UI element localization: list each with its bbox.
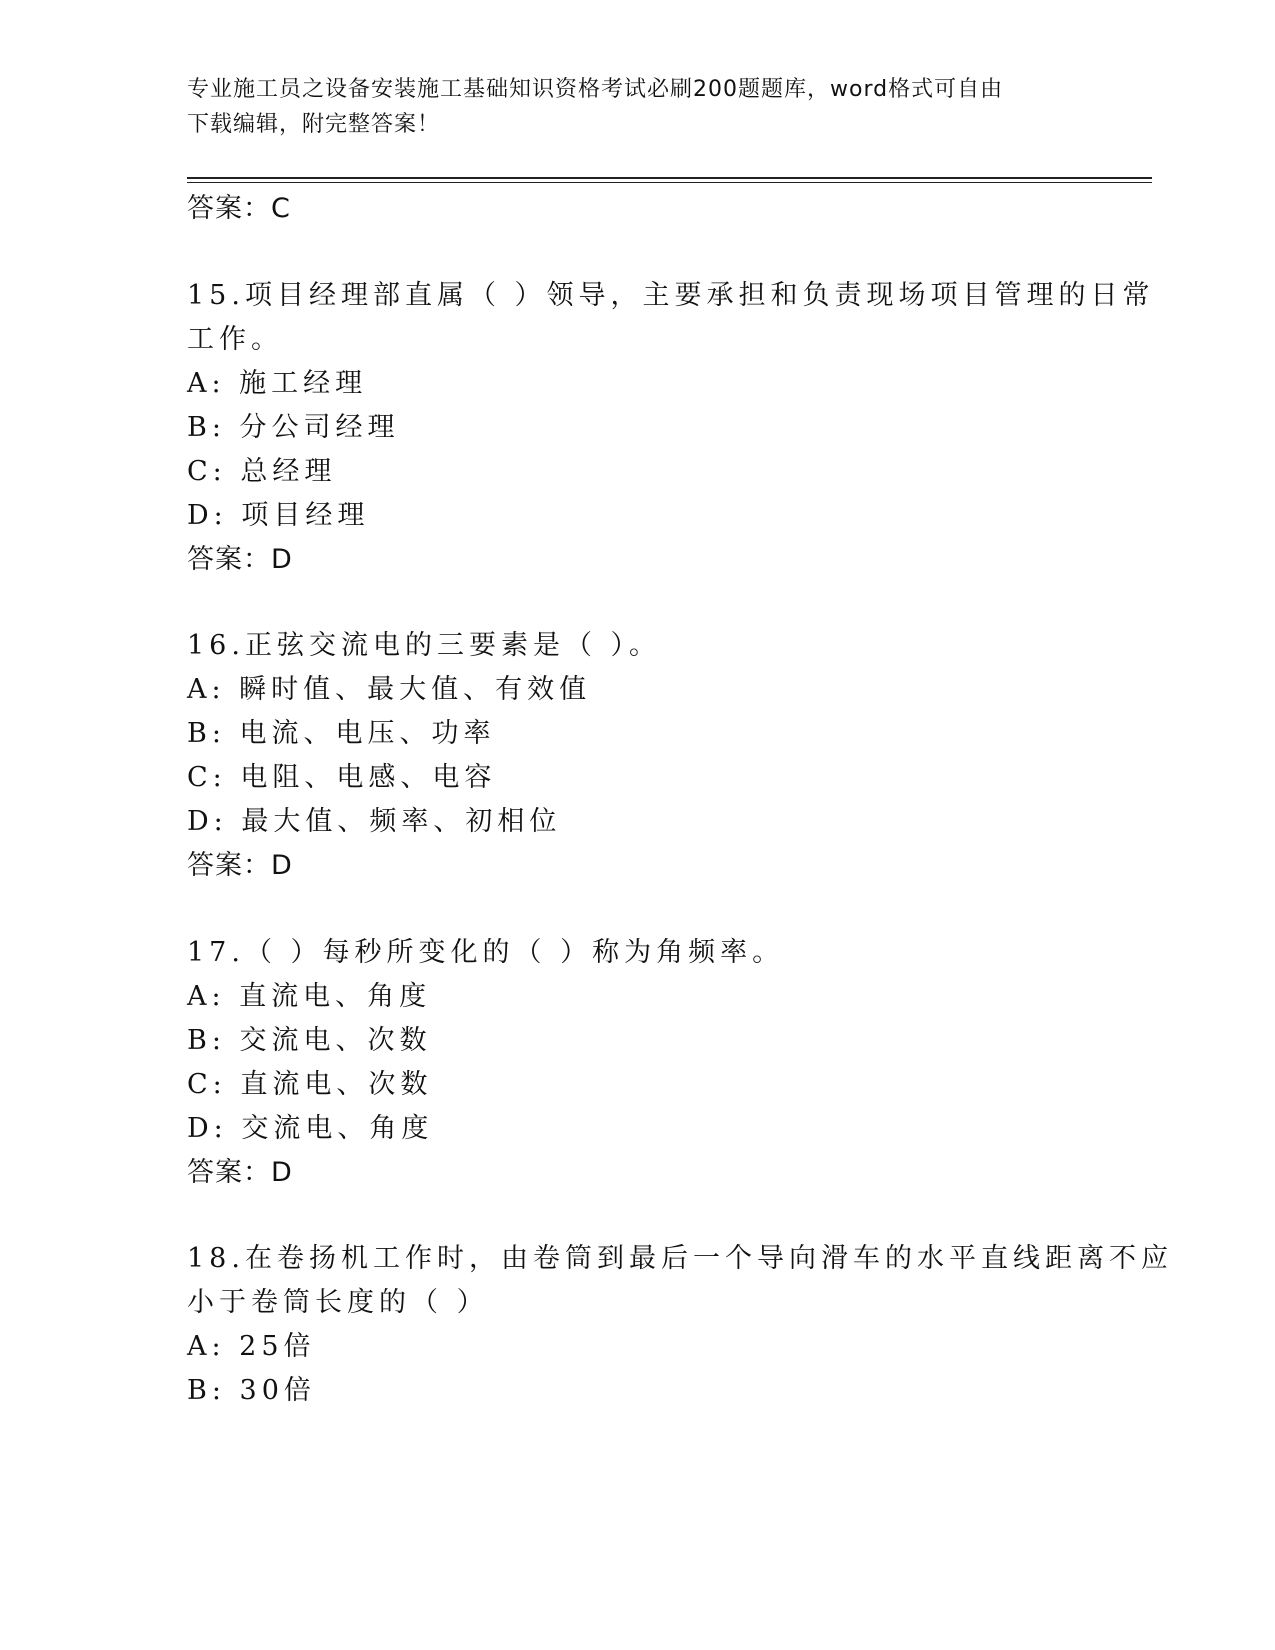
question-16-option-c: C: 电阻、电感、电容: [187, 762, 497, 793]
question-16-option-a: A: 瞬时值、最大值、有效值: [187, 674, 592, 705]
question-15-option-b: B: 分公司经理: [187, 412, 400, 443]
question-16-answer: 答案：D: [187, 850, 293, 881]
question-15-stem-cont: 工作。: [187, 324, 283, 355]
question-16-stem: 16.正弦交流电的三要素是（ ）。: [187, 630, 662, 661]
question-18-stem: 18.在卷扬机工作时，由卷筒到最后一个导向滑车的水平直线距离不应: [187, 1243, 1173, 1274]
header-line-2: 下载编辑，附完整答案！: [187, 112, 441, 137]
header-divider-thick: [187, 177, 1152, 179]
header-divider-thin: [187, 182, 1152, 183]
question-15-option-c: C: 总经理: [187, 456, 337, 487]
question-17-option-b: B: 交流电、次数: [187, 1025, 432, 1056]
question-18-option-a: A: 25倍: [187, 1331, 316, 1362]
question-17-stem: 17.（ ）每秒所变化的（ ）称为角频率。: [187, 937, 785, 968]
question-15-answer: 答案：D: [187, 544, 293, 575]
question-17-answer: 答案：D: [187, 1157, 293, 1188]
question-16-option-d: D: 最大值、频率、初相位: [187, 806, 562, 837]
question-17-option-a: A: 直流电、角度: [187, 981, 432, 1012]
question-15-stem: 15.项目经理部直属（ ）领导，主要承担和负责现场项目管理的日常: [187, 280, 1155, 311]
header-line-1: 专业施工员之设备安装施工基础知识资格考试必刷200题题库，word格式可自由: [187, 77, 1004, 102]
question-18-stem-cont: 小于卷筒长度的（ ）: [187, 1287, 489, 1318]
question-15-option-a: A: 施工经理: [187, 368, 368, 399]
previous-answer: 答案：C: [187, 193, 291, 224]
question-17-option-d: D: 交流电、角度: [187, 1113, 434, 1144]
question-16-option-b: B: 电流、电压、功率: [187, 718, 496, 749]
question-17-option-c: C: 直流电、次数: [187, 1069, 433, 1100]
document-header: [187, 72, 1087, 142]
question-15-option-d: D: 项目经理: [187, 500, 370, 531]
question-18-option-b: B: 30倍: [187, 1375, 316, 1406]
